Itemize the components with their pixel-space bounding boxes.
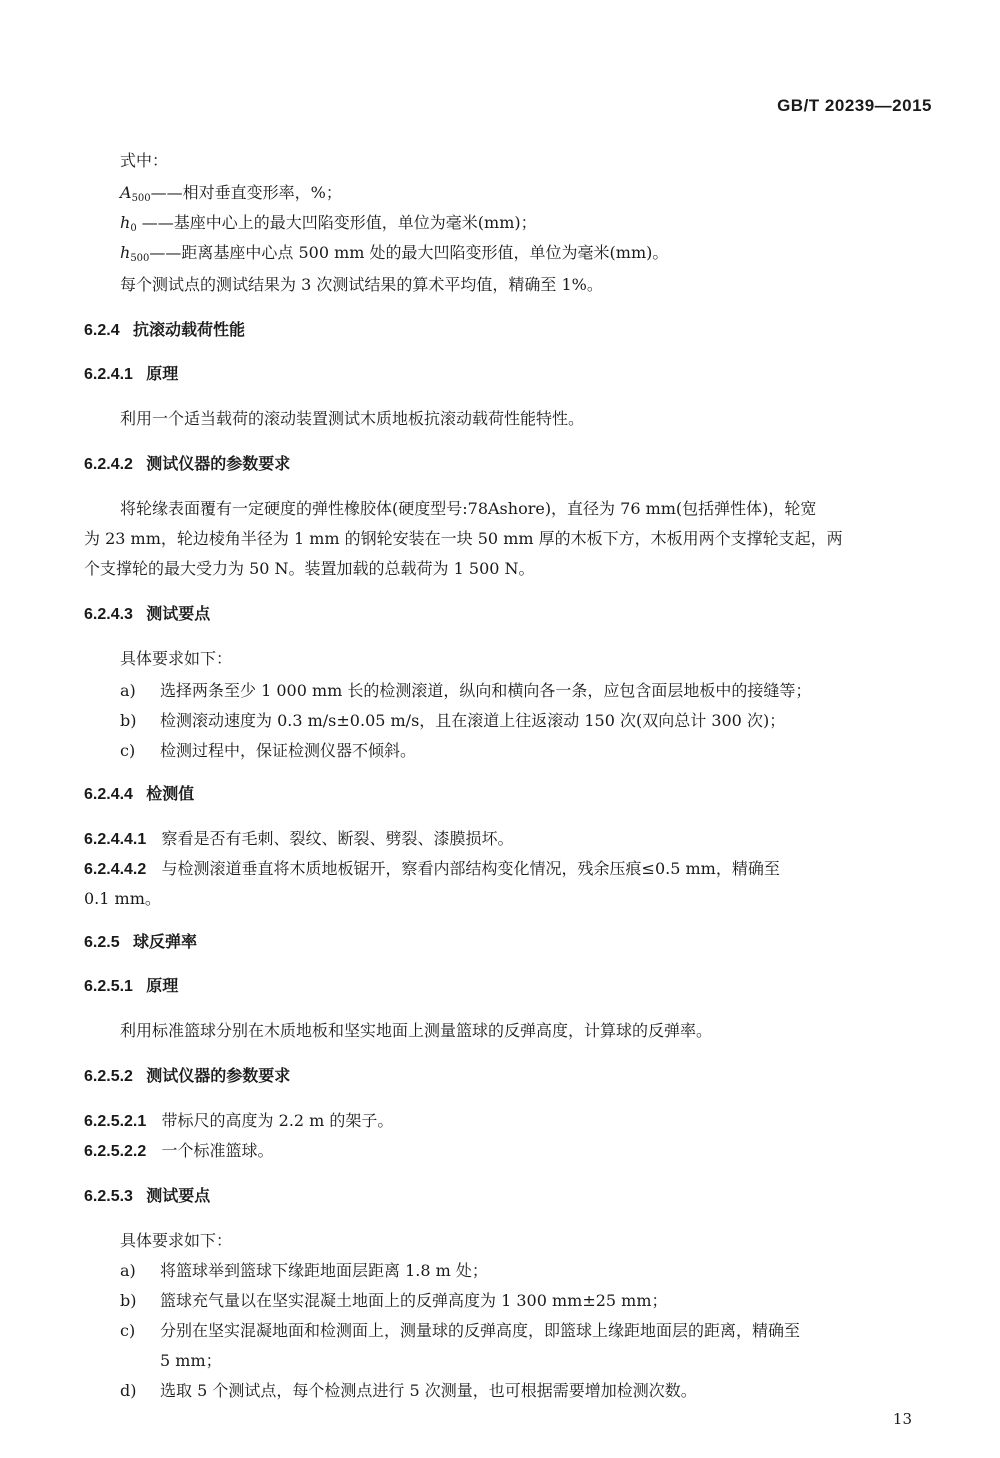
paragraph: 利用标准篮球分别在木质地板和坚实地面上测量篮球的反弹高度，计算球的反弹率。 <box>120 1021 713 1040</box>
section-number: 6.2.4.1 <box>84 366 133 383</box>
list-label: c) <box>120 741 136 760</box>
paragraph-line: 个支撑轮的最大受力为 50 N。装置加载的总载荷为 1 500 N。 <box>84 559 535 578</box>
section-heading-6-2-5-2 <box>84 1066 290 1088</box>
section-heading-6-2-5-3 <box>84 1186 210 1208</box>
section-title: 检测值 <box>146 786 195 803</box>
paragraph: 利用一个适当载荷的滚动装置测试木质地板抗滚动载荷性能特性。 <box>120 409 585 428</box>
legend-desc: ——距离基座中心点 500 mm 处的最大凹陷变形值，单位为毫米(mm)。 <box>149 243 669 262</box>
clause-continuation: 0.1 mm。 <box>84 889 161 908</box>
legend-item <box>120 242 668 270</box>
clause-text: 带标尺的高度为 2.2 m 的架子。 <box>161 1111 394 1130</box>
section-title: 原理 <box>146 366 179 383</box>
clause-number: 6.2.5.2.2 <box>84 1143 147 1160</box>
list-text: 篮球充气量以在坚实混凝土地面上的反弹高度为 1 300 mm±25 mm； <box>160 1291 668 1310</box>
legend-item <box>120 182 342 210</box>
standard-code: GB/T 20239—2015 <box>777 96 932 115</box>
clause <box>84 858 780 881</box>
list-label: a) <box>120 1261 136 1280</box>
section-number: 6.2.4.3 <box>84 606 133 623</box>
list-item <box>120 740 416 762</box>
section-heading-6-2-5 <box>84 932 197 954</box>
section-number: 6.2.5 <box>84 934 120 951</box>
clause <box>84 1140 274 1163</box>
list-item-continuation: 5 mm； <box>160 1351 222 1370</box>
list-intro: 具体要求如下： <box>120 1231 233 1250</box>
section-heading-6-2-4-4 <box>84 784 194 806</box>
section-heading-6-2-4-1 <box>84 364 178 386</box>
section-number: 6.2.5.3 <box>84 1188 133 1205</box>
legend-subscript: 0 <box>130 223 137 234</box>
legend-symbol: h <box>120 213 131 232</box>
list-text: 检测过程中，保证检测仪器不倾斜。 <box>160 741 417 760</box>
clause <box>84 828 514 851</box>
list-label: c) <box>120 1321 136 1340</box>
list-item <box>120 1290 668 1312</box>
section-heading-6-2-5-1 <box>84 976 178 998</box>
list-item <box>120 1320 800 1342</box>
section-number: 6.2.4 <box>84 322 120 339</box>
formula-intro: 式中： <box>120 151 169 170</box>
clause-text: 察看是否有毛刺、裂纹、断裂、劈裂、漆膜损坏。 <box>161 829 514 848</box>
list-text: 检测滚动速度为 0.3 m/s±0.05 m/s，且在滚道上往返滚动 150 次(双向总计 300 次)； <box>160 711 786 730</box>
list-text: 分别在坚实混凝地面和检测面上，测量球的反弹高度，即篮球上缘距地面层的距离，精确至 <box>160 1321 801 1340</box>
legend-note: 每个测试点的测试结果为 3 次测试结果的算术平均值，精确至 1%。 <box>120 275 603 294</box>
page-number: 13 <box>892 1410 912 1428</box>
paragraph-line: 将轮缘表面覆有一定硬度的弹性橡胶体(硬度型号:78Ashore)，直径为 76 mm(包括弹性体)，轮宽 <box>120 499 817 518</box>
paragraph-line: 为 23 mm，轮边棱角半径为 1 mm 的钢轮安装在一块 50 mm 厚的木板下方，木板用两个支撑轮支起，两 <box>84 529 843 548</box>
section-title: 抗滚动载荷性能 <box>132 322 245 339</box>
legend-symbol: A <box>120 183 132 202</box>
section-title: 测试要点 <box>146 606 211 623</box>
section-number: 6.2.4.4 <box>84 786 133 803</box>
list-item <box>120 710 785 732</box>
list-label: b) <box>120 1291 137 1310</box>
list-label: d) <box>120 1381 137 1400</box>
section-number: 6.2.5.1 <box>84 978 133 995</box>
legend-symbol: h <box>120 243 131 262</box>
section-title: 原理 <box>146 978 179 995</box>
section-title: 测试要点 <box>146 1188 211 1205</box>
list-intro: 具体要求如下： <box>120 649 233 668</box>
list-text: 选取 5 个测试点，每个检测点进行 5 次测量，也可根据需要增加检测次数。 <box>160 1381 697 1400</box>
list-label: a) <box>120 681 136 700</box>
section-title: 测试仪器的参数要求 <box>146 456 291 473</box>
section-number: 6.2.5.2 <box>84 1068 133 1085</box>
list-item <box>120 1260 488 1282</box>
section-title: 球反弹率 <box>132 934 197 951</box>
clause-text: 一个标准篮球。 <box>161 1141 274 1160</box>
list-text: 选择两条至少 1 000 mm 长的检测滚道，纵向和横向各一条，应包含面层地板中的接缝等； <box>160 681 812 700</box>
legend-subscript: 500 <box>130 253 150 264</box>
clause <box>84 1110 393 1133</box>
section-number: 6.2.4.2 <box>84 456 133 473</box>
legend-subscript: 500 <box>131 193 151 204</box>
section-heading-6-2-4 <box>84 320 245 342</box>
section-heading-6-2-4-3 <box>84 604 210 626</box>
list-item <box>120 1380 697 1402</box>
clause-text: 与检测滚道垂直将木质地板锯开，察看内部结构变化情况，残余压痕≤0.5 mm，精确至 <box>161 859 780 878</box>
list-text: 将篮球举到篮球下缘距地面层距离 1.8 m 处； <box>160 1261 488 1280</box>
section-title: 测试仪器的参数要求 <box>146 1068 291 1085</box>
clause-number: 6.2.5.2.1 <box>84 1113 147 1130</box>
list-item <box>120 680 811 702</box>
section-heading-6-2-4-2 <box>84 454 290 476</box>
legend-desc: ——相对垂直变形率，%； <box>150 183 342 202</box>
legend-item <box>120 212 537 240</box>
clause-number: 6.2.4.4.1 <box>84 831 147 848</box>
list-label: b) <box>120 711 137 730</box>
legend-desc: ——基座中心上的最大凹陷变形值，单位为毫米(mm)； <box>136 213 537 232</box>
clause-number: 6.2.4.4.2 <box>84 861 147 878</box>
